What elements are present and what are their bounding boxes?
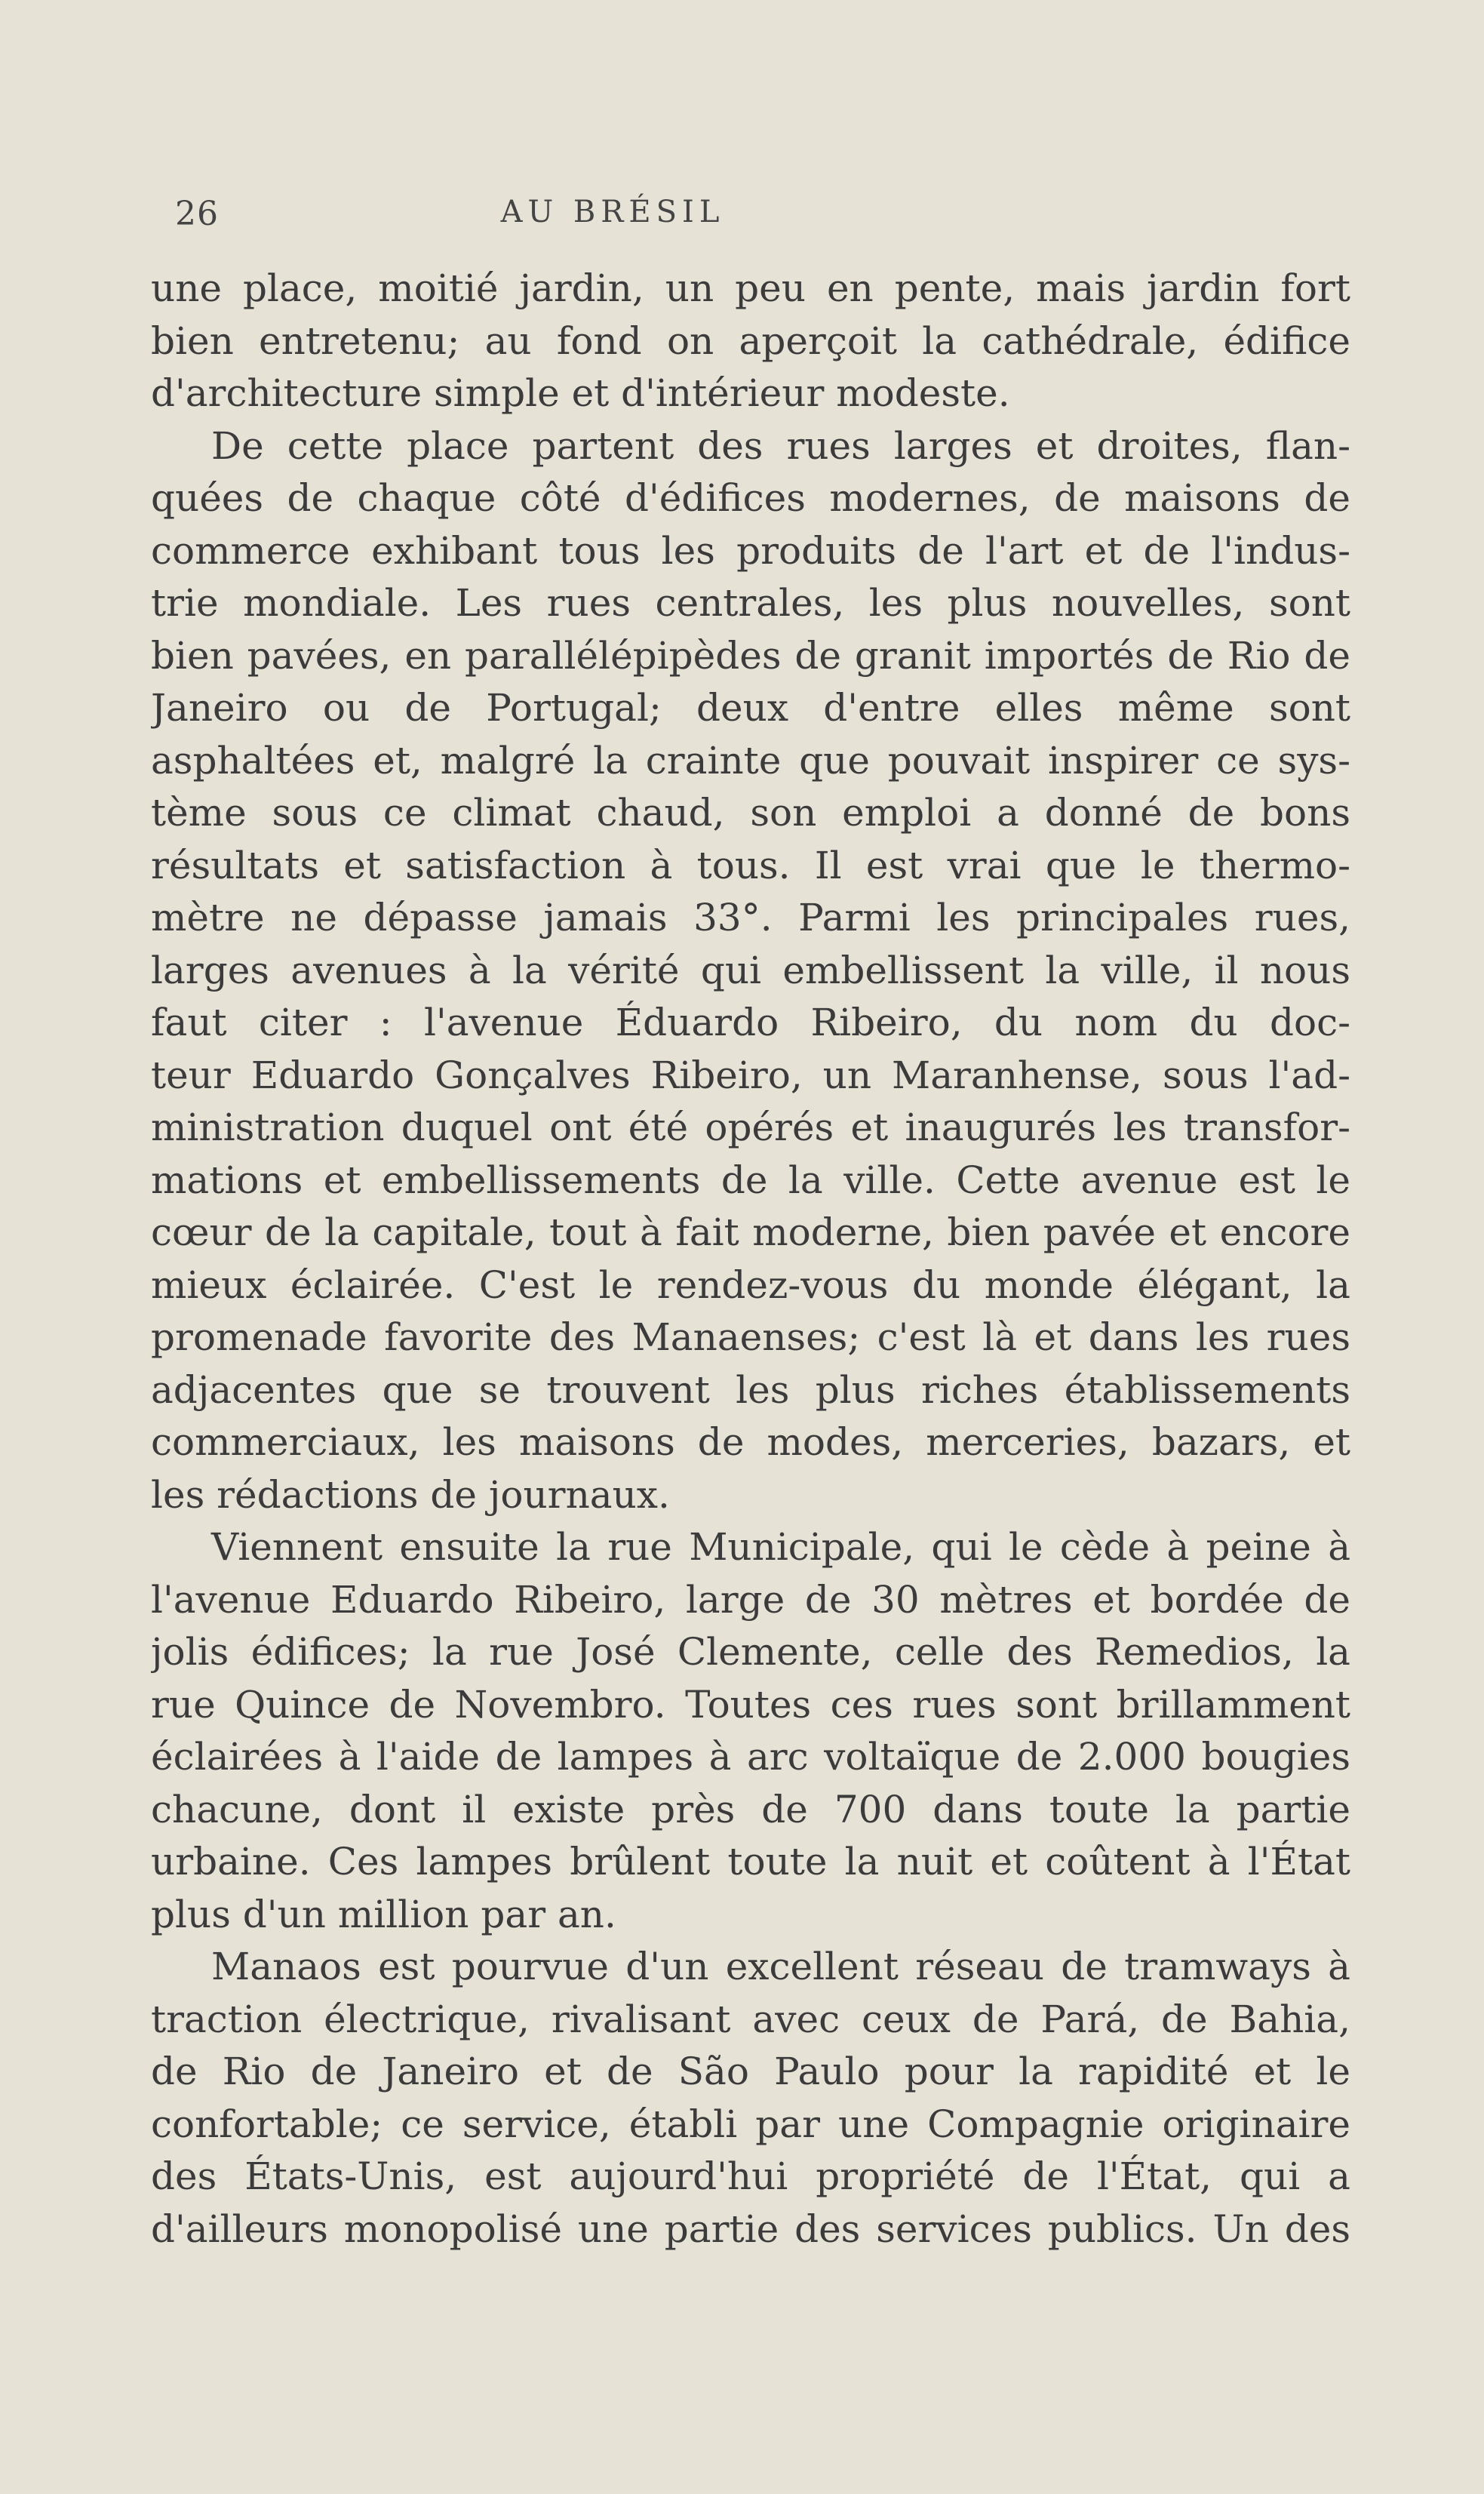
text-line: commerce exhibant tous les produits de l'art et de l'indus-	[151, 528, 1350, 573]
text-line: bien entretenu; au fond on aperçoit la cathédrale, édifice	[151, 318, 1350, 363]
text-line: promenade favorite des Manaenses; c'est là et dans les rues	[151, 1315, 1350, 1359]
text-line: ministration duquel ont été opérés et inaugurés les transfor-	[151, 1106, 1350, 1149]
text-line: teur Eduardo Gonçalves Ribeiro, un Maranhense, sous l'ad-	[151, 1053, 1350, 1097]
paragraph-start-line: Manaos est pourvue d'un excellent réseau de tramways à	[211, 1945, 1350, 1988]
page-number: 26	[175, 195, 219, 233]
text-line: adjacentes que se trouvent les plus riches établissements	[151, 1367, 1350, 1412]
text-line: résultats et satisfaction à tous. Il est vrai que le thermo-	[151, 843, 1350, 887]
text-line: de Rio de Janeiro et de São Paulo pour la rapidité et le	[151, 2050, 1350, 2093]
text-line: urbaine. Ces lampes brûlent toute la nuit et coûtent à l'État	[151, 1840, 1350, 1884]
text-line: une place, moitié jardin, un peu en pente, mais jardin fort	[151, 266, 1350, 310]
paragraph-start-line: Viennent ensuite la rue Municipale, qui le cède à peine à	[211, 1525, 1350, 1569]
text-line: confortable; ce service, établi par une Compagnie originaire	[151, 2102, 1350, 2146]
text-line: rue Quince de Novembro. Toutes ces rues sont brillamment	[151, 1682, 1350, 1727]
text-line: éclairées à l'aide de lampes à arc voltaïque de 2.000 bougies	[151, 1735, 1350, 1779]
text-line: plus d'un million par an.	[151, 1892, 616, 1936]
paragraph-start-line: De cette place partent des rues larges et droites, flan-	[211, 423, 1350, 468]
text-line: trie mondiale. Les rues centrales, les plus nouvelles, sont	[151, 581, 1350, 625]
text-line: chacune, dont il existe près de 700 dans toute la partie	[151, 1787, 1350, 1831]
text-line: traction électrique, rivalisant avec ceux de Pará, de Bahia,	[151, 1997, 1350, 2041]
body-text	[151, 263, 1350, 2256]
page-header	[175, 195, 1352, 240]
text-line: jolis édifices; la rue José Clemente, celle des Remedios, la	[151, 1630, 1350, 1674]
text-line: mieux éclairée. C'est le rendez-vous du monde élégant, la	[151, 1262, 1350, 1307]
text-line: quées de chaque côté d'édifices modernes, de maisons de	[151, 476, 1350, 520]
text-line: mations et embellissements de la ville. Cette avenue est le	[151, 1158, 1350, 1202]
text-line: les rédactions de journaux.	[151, 1472, 670, 1517]
text-line: commerciaux, les maisons de modes, merceries, bazars, et	[151, 1420, 1350, 1464]
text-line: bien pavées, en parallélépipèdes de granit importés de Rio de	[151, 633, 1350, 678]
text-line: larges avenues à la vérité qui embellissent la ville, il nous	[151, 948, 1350, 992]
running-head: AU BRÉSIL	[500, 195, 725, 229]
text-line: Janeiro ou de Portugal; deux d'entre elles même sont	[151, 686, 1350, 730]
text-line: des États-Unis, est aujourd'hui propriété de l'État, qui a	[151, 2154, 1350, 2198]
text-line: faut citer : l'avenue Éduardo Ribeiro, du nom du doc-	[151, 1001, 1350, 1044]
text-line: l'avenue Eduardo Ribeiro, large de 30 mètres et bordée de	[151, 1577, 1350, 1622]
text-line: d'ailleurs monopolisé une partie des services publics. Un des	[151, 2206, 1350, 2251]
text-line: asphaltées et, malgré la crainte que pouvait inspirer ce sys-	[151, 738, 1350, 783]
text-line: cœur de la capitale, tout à fait moderne, bien pavée et encore	[151, 1210, 1350, 1254]
text-line: d'architecture simple et d'intérieur modeste.	[151, 371, 1010, 415]
text-line: tème sous ce climat chaud, son emploi a donné de bons	[151, 791, 1350, 835]
text-line: mètre ne dépasse jamais 33°. Parmi les principales rues,	[151, 896, 1350, 939]
